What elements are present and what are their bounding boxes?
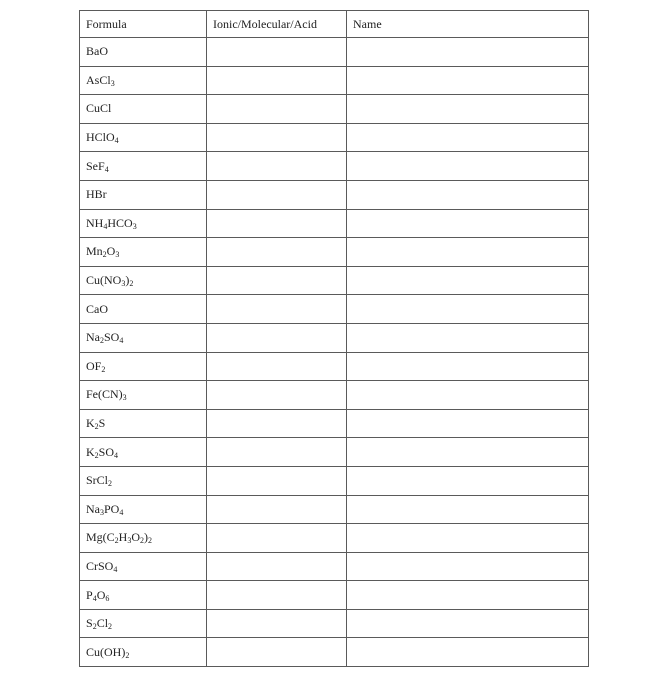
table-row <box>80 323 589 352</box>
table-row <box>80 581 589 610</box>
header-name: Name <box>347 11 589 38</box>
table-row <box>80 95 589 124</box>
name-cell[interactable] <box>347 209 589 238</box>
name-cell[interactable] <box>347 66 589 95</box>
formula-cell: BaO <box>80 38 207 67</box>
table-row <box>80 466 589 495</box>
table-row <box>80 152 589 181</box>
table-body <box>80 38 589 667</box>
chemistry-worksheet-table <box>79 10 589 667</box>
formula-cell: $NH_4HCO_3$ <box>80 209 207 238</box>
table-row <box>80 123 589 152</box>
name-cell[interactable] <box>347 438 589 467</box>
table-row <box>80 552 589 581</box>
type-cell[interactable] <box>207 123 347 152</box>
formula-cell: $Cu(OH)_2$ <box>80 638 207 667</box>
name-cell[interactable] <box>347 180 589 209</box>
type-cell[interactable] <box>207 95 347 124</box>
type-cell[interactable] <box>207 438 347 467</box>
formula-cell: $Cu(NO_3)_2$ <box>80 266 207 295</box>
name-cell[interactable] <box>347 152 589 181</box>
name-cell[interactable] <box>347 38 589 67</box>
table-row <box>80 495 589 524</box>
formula-cell: SeF$_4$ <box>80 152 207 181</box>
formula-cell: CaO <box>80 295 207 324</box>
table-row <box>80 66 589 95</box>
header-row <box>80 11 589 38</box>
table-row <box>80 352 589 381</box>
name-cell[interactable] <box>347 238 589 267</box>
name-cell[interactable] <box>347 295 589 324</box>
name-cell[interactable] <box>347 466 589 495</box>
type-cell[interactable] <box>207 209 347 238</box>
type-cell[interactable] <box>207 495 347 524</box>
formula-cell: HClO$_4$ <box>80 123 207 152</box>
table-row <box>80 180 589 209</box>
type-cell[interactable] <box>207 266 347 295</box>
table-row <box>80 381 589 410</box>
type-cell[interactable] <box>207 180 347 209</box>
name-cell[interactable] <box>347 381 589 410</box>
table-row <box>80 266 589 295</box>
name-cell[interactable] <box>347 638 589 667</box>
type-cell[interactable] <box>207 524 347 553</box>
name-cell[interactable] <box>347 323 589 352</box>
name-cell[interactable] <box>347 495 589 524</box>
table-row <box>80 438 589 467</box>
table-row <box>80 638 589 667</box>
table-row <box>80 409 589 438</box>
name-cell[interactable] <box>347 552 589 581</box>
type-cell[interactable] <box>207 381 347 410</box>
formula-cell: $Na_3PO_4$ <box>80 495 207 524</box>
table-row <box>80 609 589 638</box>
formula-cell: $Fe(CN)_3$ <box>80 381 207 410</box>
type-cell[interactable] <box>207 581 347 610</box>
type-cell[interactable] <box>207 552 347 581</box>
type-cell[interactable] <box>207 352 347 381</box>
formula-cell: CrSO$_4$ <box>80 552 207 581</box>
table-row <box>80 238 589 267</box>
formula-cell: $Mg(C_2H_3O_2)_2$ <box>80 524 207 553</box>
name-cell[interactable] <box>347 409 589 438</box>
table-row <box>80 524 589 553</box>
table-row <box>80 295 589 324</box>
formula-cell: $K_2SO_4$ <box>80 438 207 467</box>
formula-cell: $Na_2SO_4$ <box>80 323 207 352</box>
type-cell[interactable] <box>207 323 347 352</box>
name-cell[interactable] <box>347 609 589 638</box>
name-cell[interactable] <box>347 95 589 124</box>
name-cell[interactable] <box>347 524 589 553</box>
type-cell[interactable] <box>207 66 347 95</box>
name-cell[interactable] <box>347 581 589 610</box>
formula-cell: AsCl$_3$ <box>80 66 207 95</box>
type-cell[interactable] <box>207 638 347 667</box>
name-cell[interactable] <box>347 352 589 381</box>
formula-cell: $P_4O_6$ <box>80 581 207 610</box>
table-row <box>80 38 589 67</box>
type-cell[interactable] <box>207 38 347 67</box>
type-cell[interactable] <box>207 409 347 438</box>
type-cell[interactable] <box>207 295 347 324</box>
table-row <box>80 209 589 238</box>
name-cell[interactable] <box>347 123 589 152</box>
type-cell[interactable] <box>207 466 347 495</box>
type-cell[interactable] <box>207 238 347 267</box>
formula-cell: CuCl <box>80 95 207 124</box>
type-cell[interactable] <box>207 609 347 638</box>
formula-cell: $Mn_2O_3$ <box>80 238 207 267</box>
formula-cell: $K_2S$ <box>80 409 207 438</box>
type-cell[interactable] <box>207 152 347 181</box>
header-type: Ionic/Molecular/Acid <box>207 11 347 38</box>
header-formula: Formula <box>80 11 207 38</box>
formula-cell: SrCl$_2$ <box>80 466 207 495</box>
formula-cell: $OF_2$ <box>80 352 207 381</box>
name-cell[interactable] <box>347 266 589 295</box>
formula-cell: $S_2Cl_2$ <box>80 609 207 638</box>
formula-cell: HBr <box>80 180 207 209</box>
